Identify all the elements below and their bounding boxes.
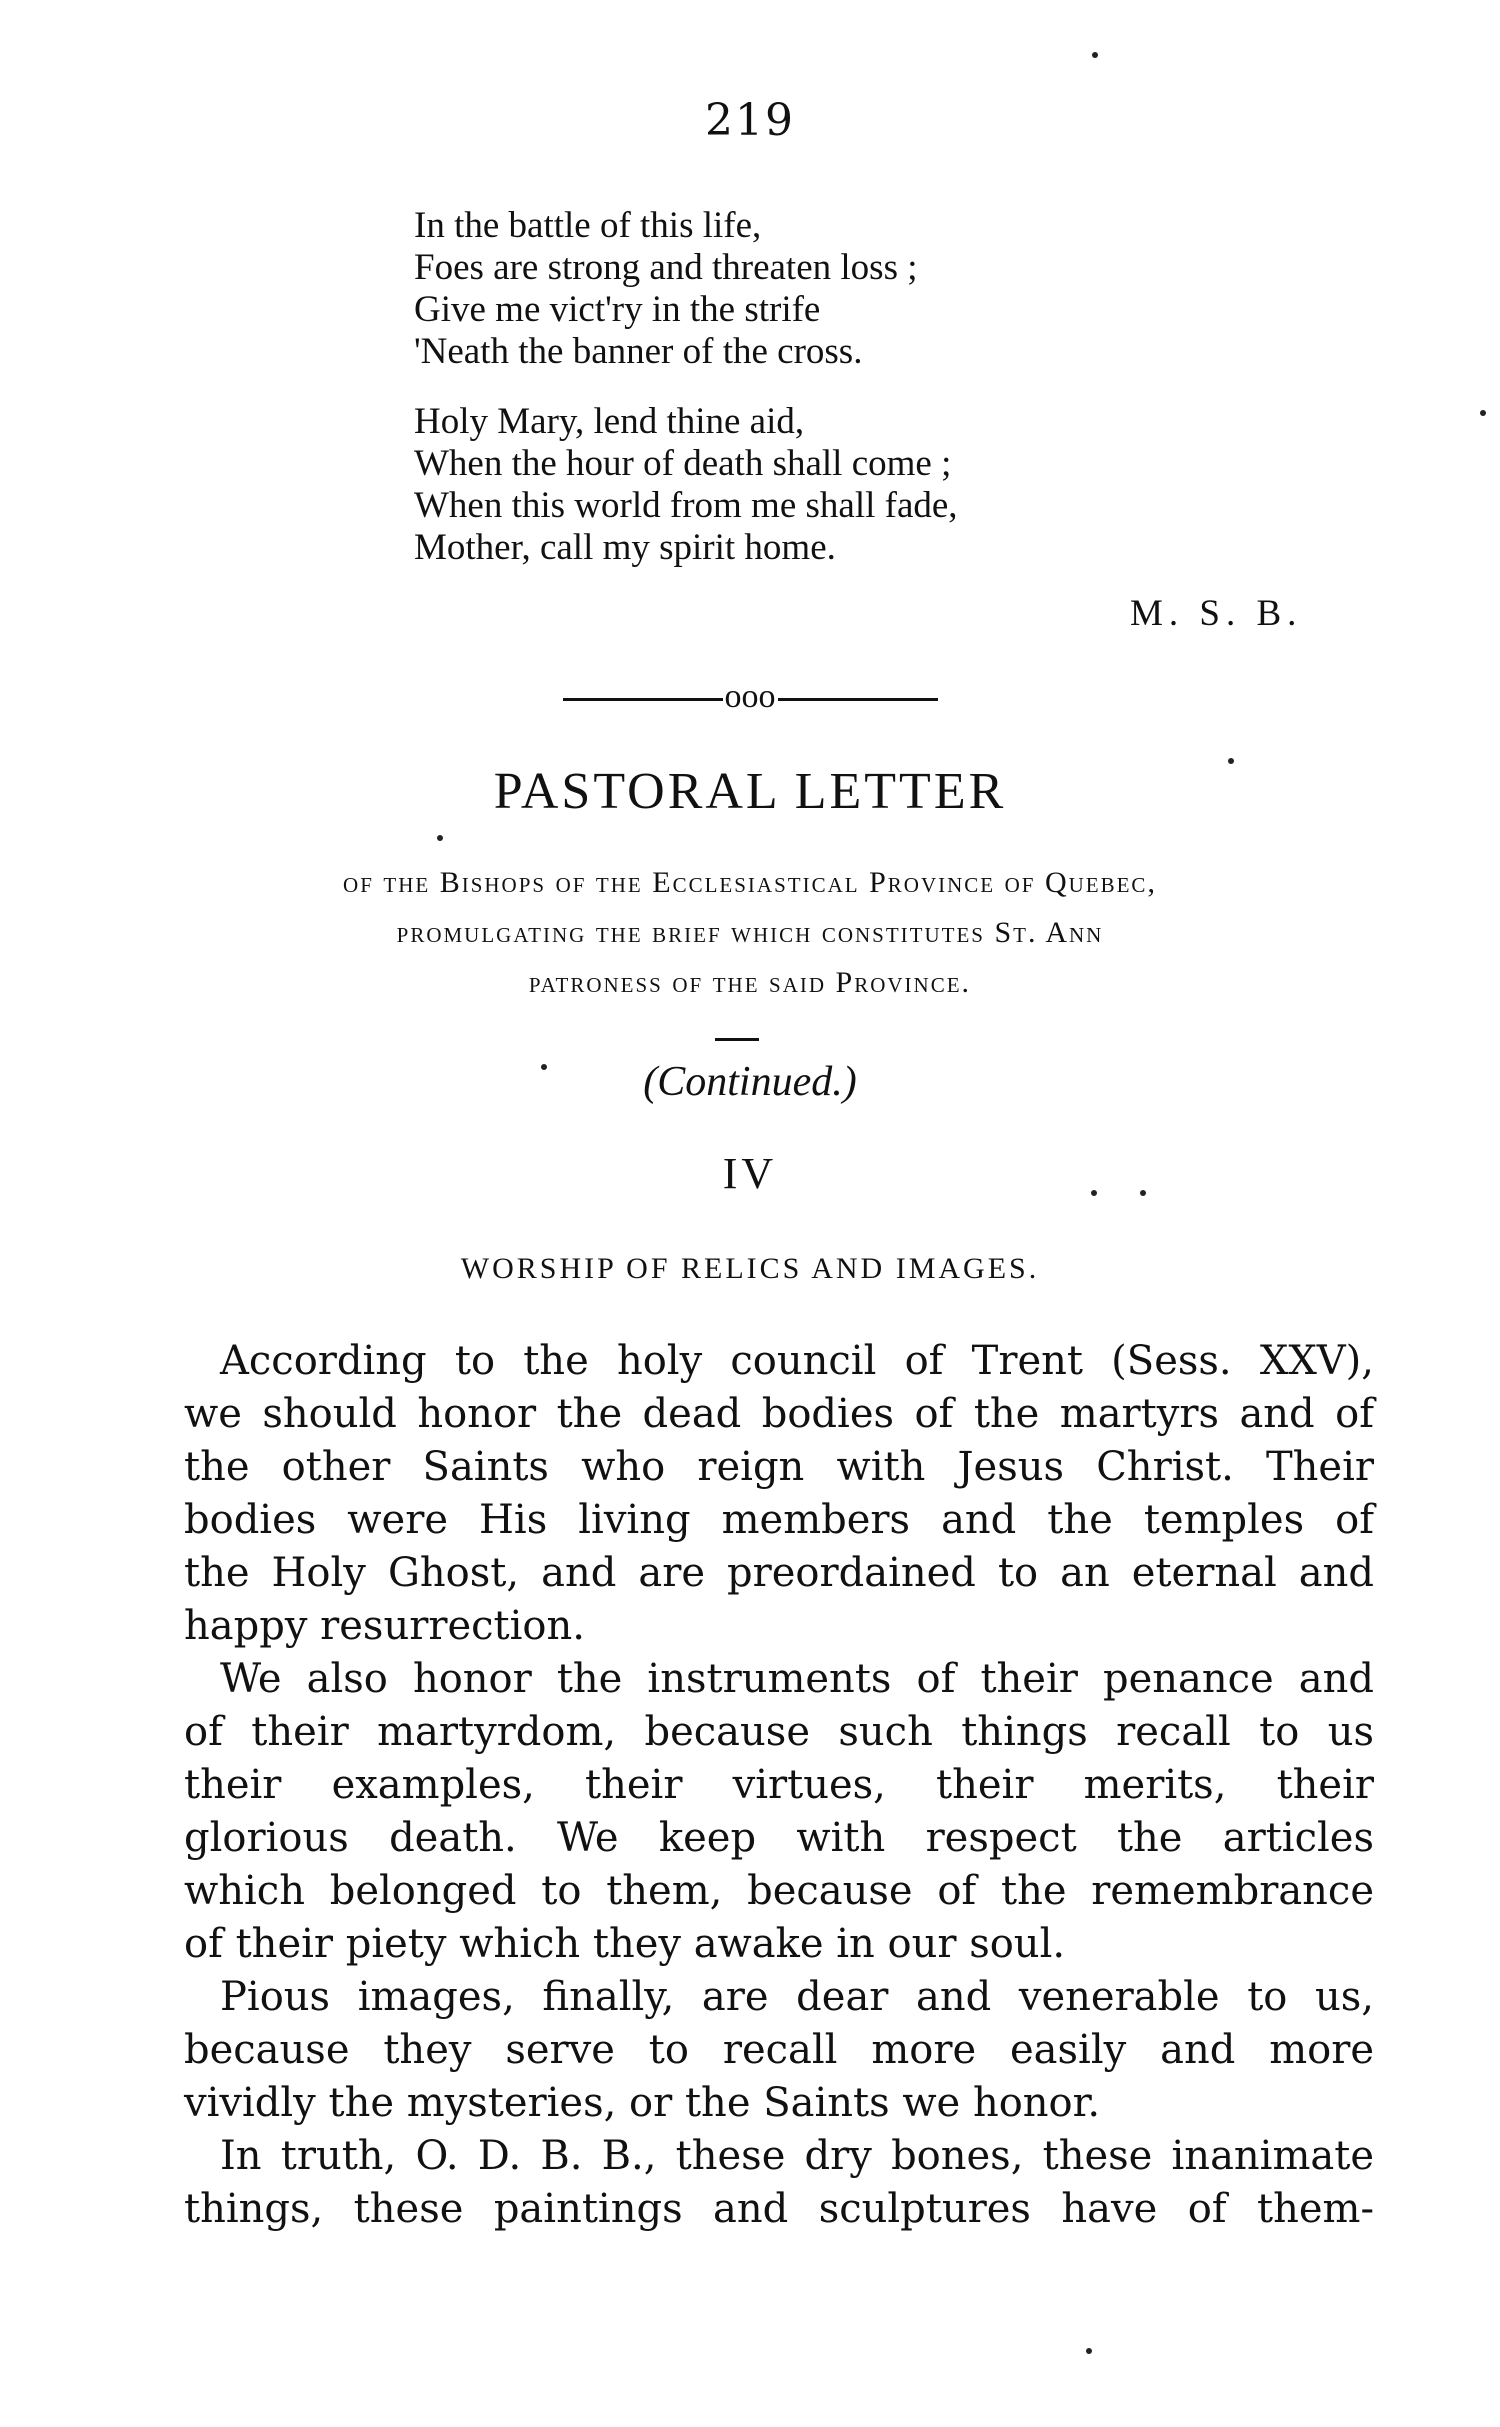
scan-speck xyxy=(541,1064,547,1070)
body-text xyxy=(148,1335,1374,2236)
poem-line: When the hour of death shall come ; xyxy=(414,443,952,484)
poem xyxy=(414,205,1234,597)
text-line: Pious images, finally, are dear and venerable to us, xyxy=(220,1974,1374,2020)
divider-ornament: ooo xyxy=(724,678,776,715)
poem-line: Holy Mary, lend thine aid, xyxy=(414,401,805,442)
paragraph xyxy=(148,2130,1374,2236)
text-line: the other Saints who reign with Jesus Christ. Their xyxy=(184,1444,1374,1490)
text-line: happy resurrection. xyxy=(184,1603,585,1649)
subtitle-line: patroness of the said Province. xyxy=(528,966,972,999)
poem-line: When this world from me shall fade, xyxy=(414,485,958,526)
text-line: the Holy Ghost, and are preordained to an eternal and xyxy=(184,1550,1374,1596)
paragraph xyxy=(148,1971,1374,2130)
scan-speck xyxy=(1228,758,1234,764)
poem-line: In the battle of this life, xyxy=(414,205,762,246)
section-numeral: IV xyxy=(722,1149,778,1198)
section-divider xyxy=(0,678,1500,716)
letter-title: PASTORAL LETTER xyxy=(493,763,1007,820)
paragraph xyxy=(148,1335,1374,1653)
text-line: In truth, O. D. B. B., these dry bones, these inanimate xyxy=(220,2133,1374,2179)
text-line: of their martyrdom, because such things recall to us xyxy=(184,1709,1374,1755)
subtitle-line: promulgating the brief which constitutes St. Ann xyxy=(396,916,1104,949)
scan-speck xyxy=(437,835,443,841)
subtitle-line: of the Bishops of the Ecclesiastical Province of Quebec, xyxy=(343,866,1157,899)
text-line: bodies were His living members and the temples of xyxy=(184,1497,1374,1543)
text-line: their examples, their virtues, their merits, their xyxy=(184,1762,1374,1808)
text-line: According to the holy council of Trent (Sess. XXV), xyxy=(220,1338,1374,1384)
text-line: which belonged to them, because of the remembrance xyxy=(184,1868,1374,1914)
letter-subtitle xyxy=(120,858,1380,1008)
poem-signature: M. S. B. xyxy=(1130,593,1303,634)
paragraph xyxy=(148,1653,1374,1971)
text-line: We also honor the instruments of their penance and xyxy=(220,1656,1374,1702)
scan-speck xyxy=(1091,1190,1097,1196)
poem-line: Give me vict'ry in the strife xyxy=(414,289,821,330)
divider-rule xyxy=(563,698,723,701)
scan-speck xyxy=(1480,410,1486,416)
text-line: vividly the mysteries, or the Saints we honor. xyxy=(184,2080,1101,2126)
page-number: 219 xyxy=(705,95,795,146)
divider-rule xyxy=(778,698,938,701)
text-line: because they serve to recall more easily and more xyxy=(184,2027,1374,2073)
section-heading: WORSHIP OF RELICS AND IMAGES. xyxy=(460,1252,1040,1285)
text-line: of their piety which they awake in our soul. xyxy=(184,1921,1066,1967)
poem-line: 'Neath the banner of the cross. xyxy=(414,331,863,372)
scan-speck xyxy=(1092,52,1098,58)
poem-line: Mother, call my spirit home. xyxy=(414,527,836,568)
scan-speck xyxy=(1140,1190,1146,1196)
scan-speck xyxy=(1086,2348,1092,2354)
text-line: things, these paintings and sculptures have of them- xyxy=(184,2186,1374,2232)
text-line: we should honor the dead bodies of the martyrs and of xyxy=(184,1391,1374,1437)
poem-line: Foes are strong and threaten loss ; xyxy=(414,247,918,288)
continued-note: (Continued.) xyxy=(643,1059,857,1105)
short-rule xyxy=(715,1038,759,1041)
text-line: glorious death. We keep with respect the articles xyxy=(184,1815,1374,1861)
poem-stanza xyxy=(414,401,1234,569)
poem-stanza xyxy=(414,205,1234,373)
